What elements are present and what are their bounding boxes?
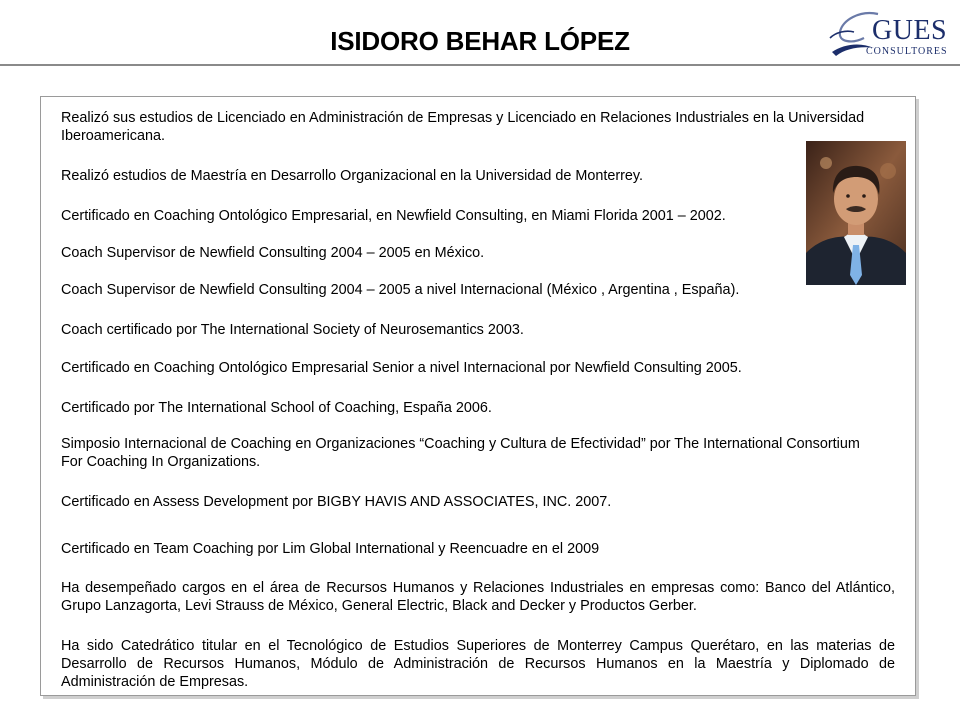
biography-panel — [40, 96, 916, 696]
logo-brand: GUES — [872, 15, 948, 46]
bio-paragraph: Certificado por The International School of Coaching, España 2006. — [61, 400, 492, 416]
header-divider — [0, 64, 960, 66]
company-logo — [826, 8, 948, 64]
portrait-photo — [806, 141, 906, 285]
bio-paragraph: Certificado en Coaching Ontológico Empresarial Senior a nivel Internacional por Newfield Consulting 2005. — [61, 360, 742, 376]
bio-paragraph: Simposio Internacional de Coaching en Organizaciones “Coaching y Cultura de Efectividad” por The International Consortium For Coaching In Organizations. — [61, 436, 860, 470]
bio-paragraph: Coach certificado por The International Society of Neurosemantics 2003. — [61, 322, 524, 338]
bio-paragraph: Realizó sus estudios de Licenciado en Administración de Empresas y Licenciado en Relaciones Industriales en la Universidad Iberoamericana. — [61, 110, 865, 144]
bio-paragraph: Realizó estudios de Maestría en Desarrollo Organizacional en la Universidad de Monterrey. — [61, 168, 644, 184]
bio-paragraph: Coach Supervisor de Newfield Consulting 2004 – 2005 a nivel Internacional (México , Argentina , España). — [61, 282, 740, 298]
bio-paragraph: Coach Supervisor de Newfield Consulting 2004 – 2005 en México. — [61, 245, 485, 261]
bio-paragraph: Certificado en Team Coaching por Lim Global International y Reencuadre en el 2009 — [61, 541, 600, 557]
bio-paragraph: Ha sido Catedrático titular en el Tecnológico de Estudios Superiores de Monterrey Campus Querétaro, en las materias de Desarrollo de Recursos Humanos, Módulo de Administración de Recursos Humanos en la Maestría y Diplomado de Administración de Empresas. — [61, 638, 895, 690]
logo-subtitle: CONSULTORES — [866, 46, 948, 57]
bio-paragraph: Certificado en Assess Development por BIGBY HAVIS AND ASSOCIATES, INC. 2007. — [61, 494, 612, 510]
bio-paragraph: Certificado en Coaching Ontológico Empresarial, en Newfield Consulting, en Miami Florida 2001 – 2002. — [61, 208, 726, 224]
page-title: ISIDORO BEHAR LÓPEZ — [330, 26, 630, 56]
bio-paragraph: Ha desempeñado cargos en el área de Recursos Humanos y Relaciones Industriales en empresas como: Banco del Atlántico, Grupo Lanzagorta, Levi Strauss de México, General Electric, Black and Decker y Productos Gerber. — [61, 580, 895, 614]
